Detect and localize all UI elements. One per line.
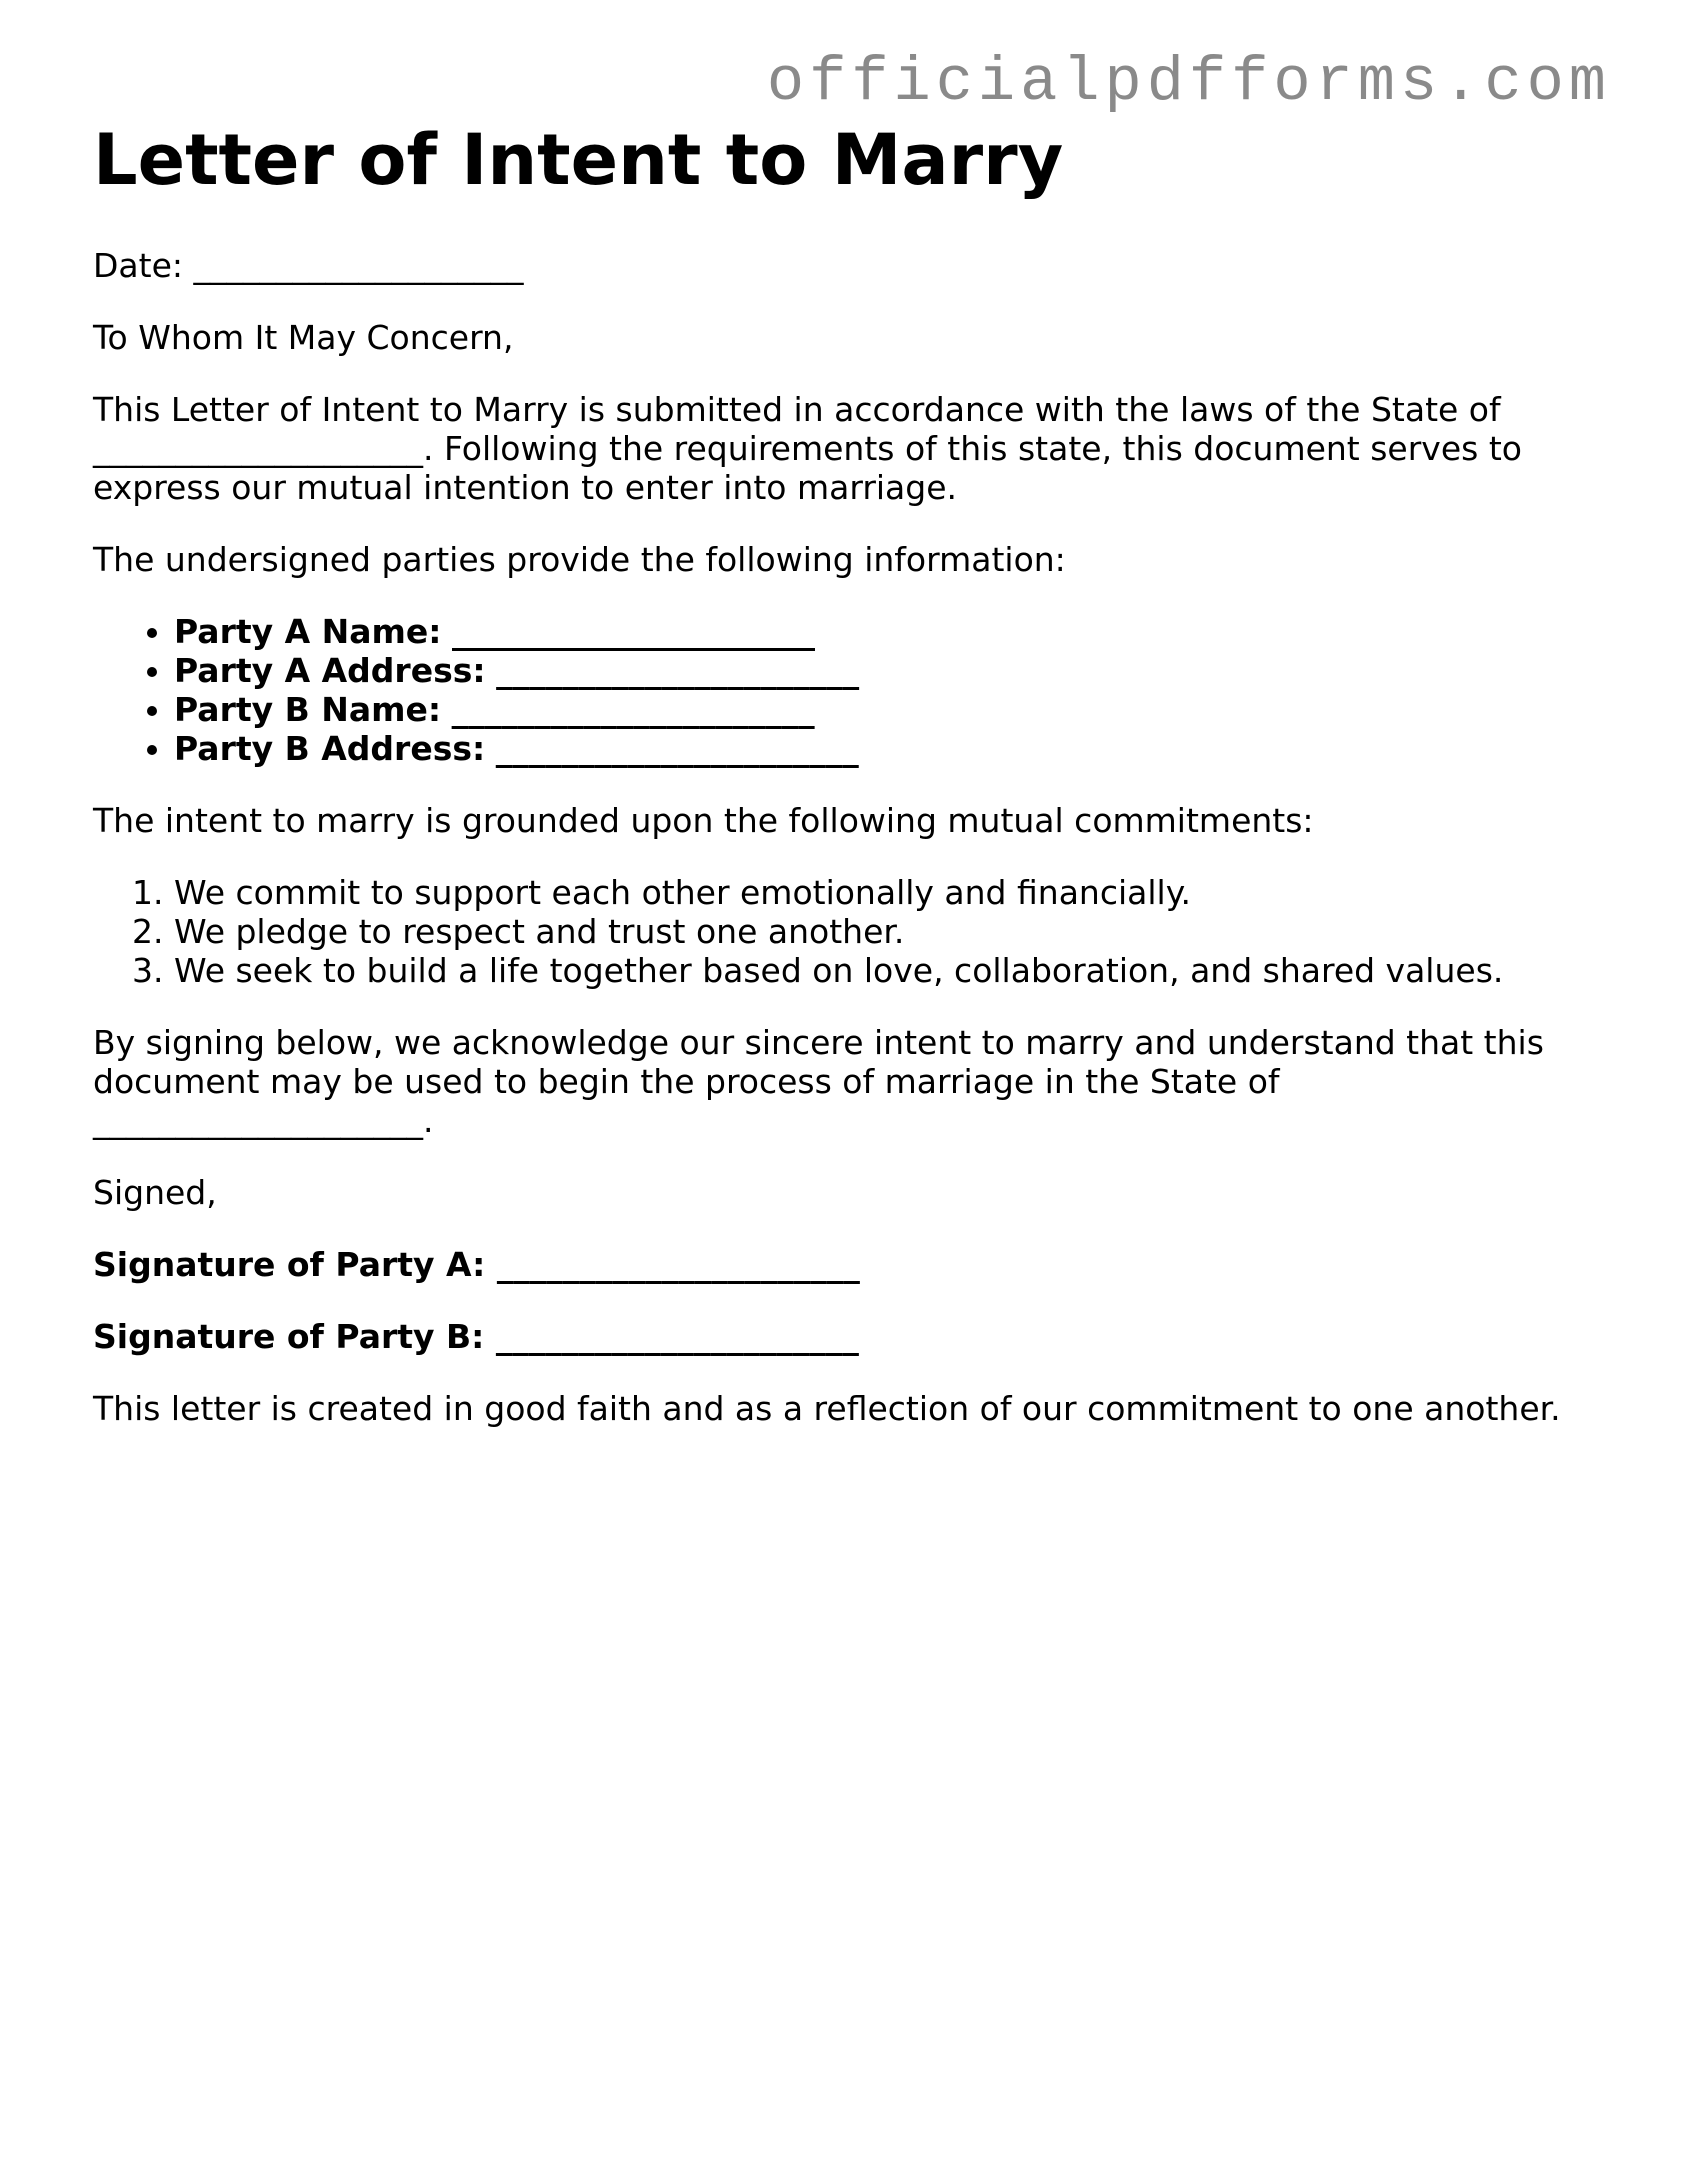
party-b-address-label: Party B Address: — [174, 729, 486, 768]
list-item — [174, 690, 1593, 729]
party-b-address-blank: ______________________ — [495, 729, 859, 768]
document-title: Letter of Intent to Marry — [93, 119, 1064, 201]
acknowledgement-line-1: By signing below, we acknowledge our sincere intent to marry and understand that this — [93, 1023, 1544, 1062]
watermark: officialpdfforms.com — [766, 47, 1611, 118]
signature-b-line — [93, 1317, 1593, 1356]
signature-a-blank: ______________________ — [496, 1245, 860, 1284]
party-a-name-blank: ______________________ — [452, 612, 815, 651]
acknowledgement-paragraph — [93, 1023, 1593, 1140]
salutation: To Whom It May Concern, — [93, 318, 514, 357]
party-info-list — [93, 612, 1593, 768]
info-heading: The undersigned parties provide the following information: — [93, 540, 1066, 579]
intro-paragraph — [93, 390, 1593, 507]
party-a-address-label: Party A Address: — [174, 651, 486, 690]
commitments-list — [93, 873, 1593, 990]
list-item: 1. We commit to support each other emotionally and financially. — [174, 873, 1593, 912]
list-item — [174, 729, 1593, 768]
intro-line-2: ____________________. Following the requirements of this state, this document serves to — [93, 429, 1522, 468]
signature-a-label: Signature of Party A: — [93, 1245, 486, 1284]
list-item: 2. We pledge to respect and trust one another. — [174, 912, 1593, 951]
commitments-heading: The intent to marry is grounded upon the following mutual commitments: — [93, 801, 1314, 840]
list-item — [174, 651, 1593, 690]
signature-b-blank: ______________________ — [495, 1317, 859, 1356]
acknowledgement-line-3: ____________________. — [93, 1101, 434, 1140]
list-item: 3. We seek to build a life together based on love, collaboration, and shared values. — [174, 951, 1593, 990]
date-line: Date: ____________________ — [93, 246, 524, 285]
closing-statement: This letter is created in good faith and as a reflection of our commitment to one another. — [93, 1389, 1561, 1428]
intro-line-1: This Letter of Intent to Marry is submitted in accordance with the laws of the State of — [93, 390, 1501, 429]
signature-b-label: Signature of Party B: — [93, 1317, 485, 1356]
party-a-name-label: Party A Name: — [174, 612, 442, 651]
intro-line-3: express our mutual intention to enter into marriage. — [93, 468, 958, 507]
signed-line: Signed, — [93, 1173, 217, 1212]
list-item — [174, 612, 1593, 651]
party-a-address-blank: ______________________ — [496, 651, 860, 690]
acknowledgement-line-2: document may be used to begin the process of marriage in the State of — [93, 1062, 1280, 1101]
document-page — [93, 118, 1593, 1461]
signature-a-line — [93, 1245, 1593, 1284]
party-b-name-blank: ______________________ — [451, 690, 815, 729]
party-b-name-label: Party B Name: — [174, 690, 442, 729]
